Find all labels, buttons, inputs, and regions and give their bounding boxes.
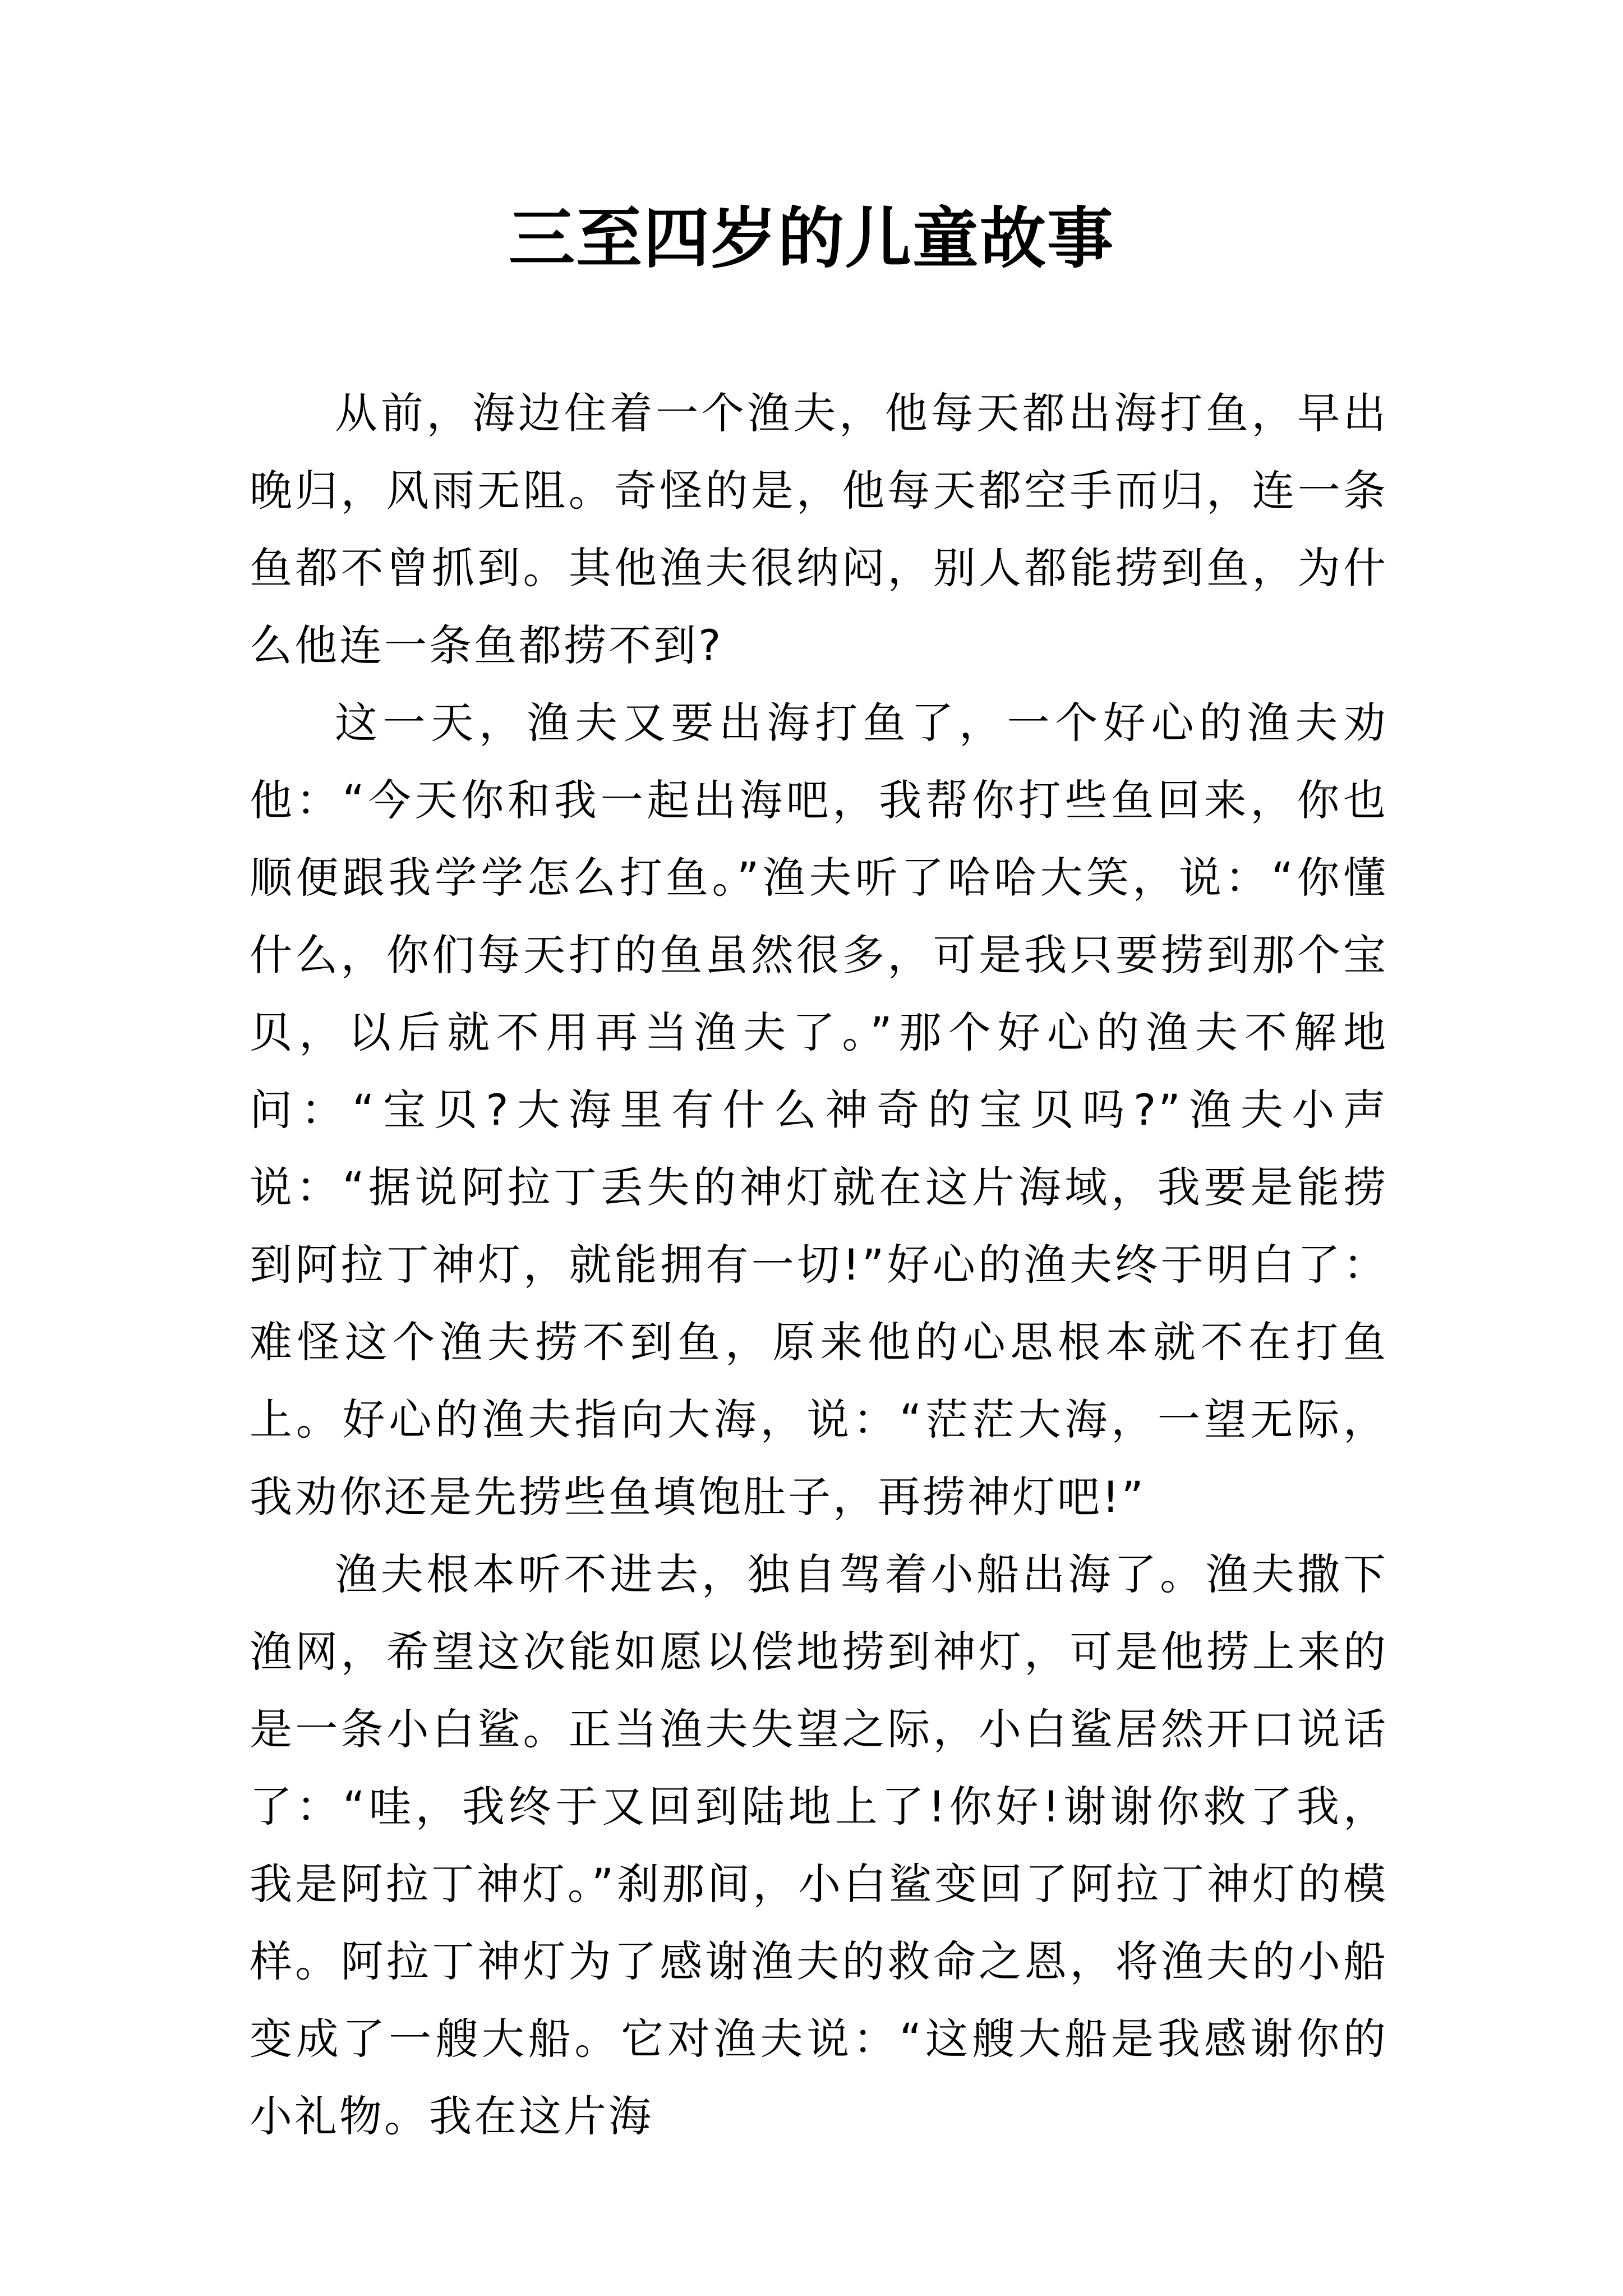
paragraph-3: 渔夫根本听不进去，独自驾着小船出海了。渔夫撒下渔网，希望这次能如愿以偿地捞到神灯，可是他捞上来的是一条小白鲨。正当渔夫失望之际，小白鲨居然开口说话了：“哇，我终于又回到陆地上了!你好!谢谢你救了我，我是阿拉丁神灯。”刹那间，小白鲨变回了阿拉丁神灯的模样。阿拉丁神灯为了感谢渔夫的救命之恩，将渔夫的小船变成了一艘大船。它对渔夫说：“这艘大船是我感谢你的小礼物。我在这片海 [250,1549,1388,2141]
story-body [250,375,1388,2155]
paragraph-1: 从前，海边住着一个渔夫，他每天都出海打鱼，早出晚归，风雨无阻。奇怪的是，他每天都空手而归，连一条鱼都不曾抓到。其他渔夫很纳闷，别人都能捞到鱼，为什么他连一条鱼都捞不到? [250,388,1388,670]
page-title: 三至四岁的儿童故事 [508,200,1114,277]
paragraph-2: 这一天，渔夫又要出海打鱼了，一个好心的渔夫劝他：“今天你和我一起出海吧，我帮你打些鱼回来，你也顺便跟我学学怎么打鱼。”渔夫听了哈哈大笑，说：“你懂什么，你们每天打的鱼虽然很多，可是我只要捞到那个宝贝，以后就不用再当渔夫了。”那个好心的渔夫不解地问：“宝贝?大海里有什么神奇的宝贝吗?”渔夫小声说：“据说阿拉丁丢失的神灯就在这片海域，我要是能捞到阿拉丁神灯，就能拥有一切!”好心的渔夫终于明白了：难怪这个渔夫捞不到鱼，原来他的心思根本就不在打鱼上。好心的渔夫指向大海，说：“茫茫大海，一望无际，我劝你还是先捞些鱼填饱肚子，再捞神灯吧!” [250,698,1388,1522]
